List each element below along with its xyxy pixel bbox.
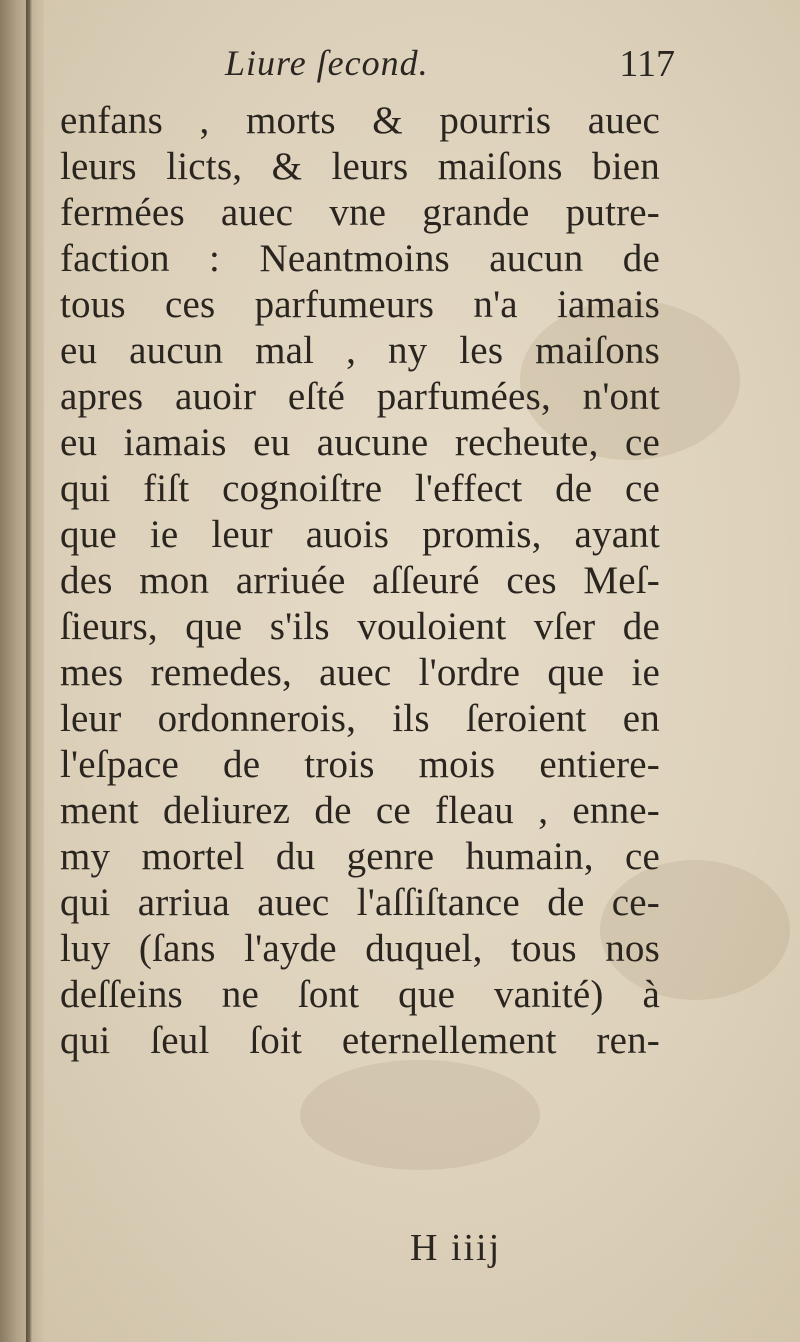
text-line: l'eſpace de trois mois entiere-: [60, 743, 660, 786]
text-line: eu aucun mal , ny les maiſons: [60, 329, 660, 372]
text-line: mes remedes, auec l'ordre que ie: [60, 651, 660, 694]
page-binding-shadow: [0, 0, 44, 1342]
page-edge: [26, 0, 32, 1342]
body-text: [60, 98, 660, 1064]
text-line: faction : Neantmoins aucun de: [60, 237, 660, 280]
page-number: 117: [619, 43, 675, 85]
text-line: que ie leur auois promis, ayant: [60, 513, 660, 556]
text-line: qui ſeul ſoit eternellement ren-: [60, 1019, 660, 1062]
page-header: [225, 40, 675, 100]
text-line: leur ordonnerois, ils ſeroient en: [60, 697, 660, 740]
text-line: apres auoir eſté parfumées, n'ont: [60, 375, 660, 418]
running-title: Liure ſecond.: [225, 43, 429, 83]
text-line: ment deliurez de ce fleau , enne-: [60, 789, 660, 832]
text-line: qui fiſt cognoiſtre l'effect de ce: [60, 467, 660, 510]
paper-stain: [300, 1060, 540, 1170]
text-line: des mon arriuée aſſeuré ces Meſ-: [60, 559, 660, 602]
text-line: tous ces parfumeurs n'a iamais: [60, 283, 660, 326]
text-line: luy (ſans l'ayde duquel, tous nos: [60, 927, 660, 970]
text-line: deſſeins ne ſont que vanité) à: [60, 973, 660, 1016]
text-line: leurs licts, & leurs maiſons bien: [60, 145, 660, 188]
text-line: eu iamais eu aucune recheute, ce: [60, 421, 660, 464]
text-line: qui arriua auec l'aſſiſtance de ce-: [60, 881, 660, 924]
text-line: fermées auec vne grande putre-: [60, 191, 660, 234]
text-line: enfans , morts & pourris auec: [60, 99, 660, 142]
text-line: my mortel du genre humain, ce: [60, 835, 660, 878]
signature-mark: H iiij: [410, 1227, 502, 1269]
text-line: ſieurs, que s'ils vouloient vſer de: [60, 605, 660, 648]
